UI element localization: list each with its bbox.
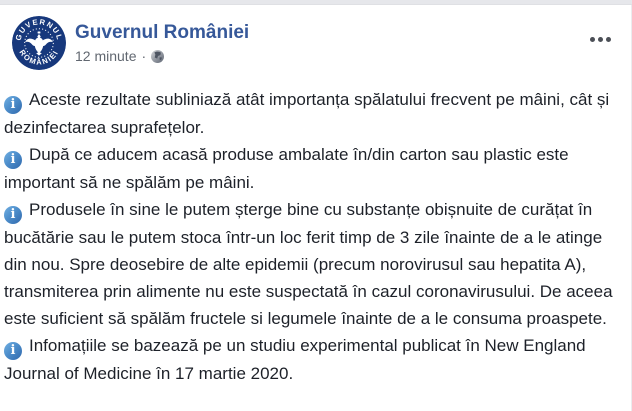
post-body-text	[0, 86, 631, 387]
page-name-link[interactable]: Guvernul României	[75, 22, 250, 43]
post-header-text	[75, 16, 249, 65]
info-icon	[4, 206, 22, 224]
post-meta-row	[75, 48, 249, 65]
post-timestamp[interactable]: 12 minute	[75, 48, 137, 64]
paragraph-text: După ce aducem acasă produse ambalate în/din carton sau plastic este important să ne spălăm pe mâini.	[4, 145, 569, 192]
seal-bottom-text: ROMÂNIEI	[17, 48, 61, 67]
ellipsis-dot	[598, 37, 603, 42]
paragraph-text: Infomațiile se bazează pe un studiu experimental publicat în New England Journal of Medicine în 17 martie 2020.	[4, 336, 586, 383]
info-icon-glyph: i	[10, 207, 16, 222]
ellipsis-dot	[606, 37, 611, 42]
post-paragraph	[4, 86, 625, 141]
info-icon	[4, 96, 22, 114]
post-paragraph	[4, 332, 625, 387]
info-icon	[4, 151, 22, 169]
post-paragraph	[4, 196, 625, 332]
info-icon-glyph: i	[10, 343, 16, 358]
info-icon-glyph: i	[10, 97, 16, 112]
post-paragraph	[4, 141, 625, 196]
info-icon	[4, 342, 22, 360]
more-options-icon[interactable]	[586, 33, 615, 46]
paragraph-text: Produsele în sine le putem șterge bine cu substanțe obișnuite de curățat în bucătărie sau le putem stoca într-un loc ferit timp de 3 zile înainte de a le atinge din nou. Spre deosebire de alte epidemii (precum norovirusul sau hepatita A), transmiterea prin alimente nu este suspectată în cazul coronavirusului. De aceea este suficient să spălăm fructele si legumele înainte de a le consuma proaspete.	[4, 200, 613, 328]
page-avatar-guvernul-romaniei[interactable]	[12, 16, 66, 70]
meta-separator: ·	[141, 48, 147, 64]
ellipsis-dot	[590, 37, 595, 42]
privacy-public-globe-icon	[151, 50, 164, 63]
seal-top-text: GUVERNUL	[13, 17, 65, 42]
facebook-post-card	[0, 5, 632, 411]
post-header	[0, 5, 631, 70]
info-icon-glyph: i	[10, 152, 16, 167]
paragraph-text: Aceste rezultate subliniază atât importanța spălatului frecvent pe mâini, cât și dezinfectarea suprafețelor.	[4, 90, 610, 137]
